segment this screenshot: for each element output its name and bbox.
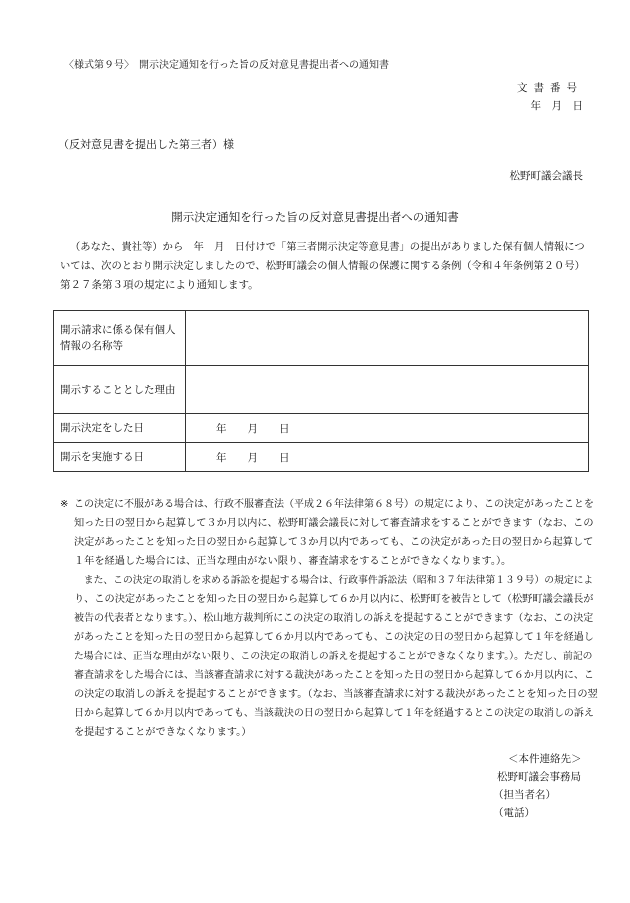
table-label-line: 開示決定をした日 <box>60 422 144 434</box>
notice-title: 開示決定通知を行った旨の反対意見書提出者への通知書 <box>171 210 459 224</box>
note-line: た場合には、正当な理由がない限り、この決定の取消しの訴えを提起することができなくなります。）。ただし、前記の <box>74 651 593 662</box>
table-label-cell <box>54 366 186 414</box>
table-label-line: 情報の名称等 <box>60 340 123 352</box>
table-row <box>54 414 589 443</box>
table-row <box>54 311 589 366</box>
note-mark: ※ <box>60 499 69 510</box>
addressee: （反対意見書を提出した第三者）様 <box>58 138 234 151</box>
sender: 松野町議会議長 <box>509 170 583 182</box>
contact-heading: ＜本件連絡先＞ <box>508 753 582 765</box>
intro-line: 第２７条第３項の規定により通知します。 <box>60 279 259 291</box>
note-line: 日から起算して６か月以内であっても、当該裁決の日の翌日から起算して１年を経過するとこの決定の取消しの訴え <box>74 708 594 719</box>
note-line: があったことを知った日の翌日から起算して６か月以内であっても、この決定の日の翌日から起算して１年を経過し <box>74 632 594 643</box>
contact-person: （担当者名） <box>493 789 556 801</box>
contact-phone: （電話） <box>493 807 535 819</box>
note-line: 知った日の翌日から起算して３か月以内に、松野町議会議長に対して審査請求をすることができます（なお、この <box>74 518 594 529</box>
note-line: 被告の代表者となります。）、松山地方裁判所にこの決定の取消しの訴えを提起することができます（なお、この決定 <box>74 613 594 624</box>
note-line: この決定に不服がある場合は、行政不服審査法（平成２６年法律第６８号）の規定により、この決定があったことを <box>74 499 594 510</box>
document-date: 年 月 日 <box>530 100 583 112</box>
note-line: の決定の取消しの訴えを提起することができます。（なお、当該審査請求に対する裁決があったことを知った日の翌 <box>74 689 598 700</box>
information-table <box>53 310 589 472</box>
note-line: り、この決定があったことを知った日の翌日から起算して６か月以内に、松野町を被告として（松野町議会議長が <box>74 594 594 605</box>
form-title: 〈様式第９号〉 開示決定通知を行った旨の反対意見書提出者への通知書 <box>64 60 389 71</box>
table-label-line: 開示を実施する日 <box>60 451 144 463</box>
intro-line: いては、次のとおり開示決定しましたので、松野町議会の個人情報の保護に関する条例（令和４年条例第２０号） <box>60 260 585 272</box>
contact-organization: 松野町議会事務局 <box>497 771 581 783</box>
table-label-cell <box>54 414 186 443</box>
intro-paragraph <box>60 238 588 295</box>
table-date-cell: 年 月 日 <box>186 443 589 472</box>
table-value-cell <box>186 311 589 366</box>
note-line: を提起することができなくなります。） <box>74 727 252 738</box>
document-number: 文書番号 <box>517 82 583 94</box>
table-label-line: 開示することとした理由 <box>60 383 176 396</box>
table-label-line: 開示請求に係る保有個人 <box>60 324 176 336</box>
table-label-cell <box>54 443 186 472</box>
note-line: また、この決定の取消しを求める訴訟を提起する場合は、行政事件訴訟法（昭和３７年法律第１３９号）の規定によ <box>74 575 594 586</box>
note-line: 決定があったことを知った日の翌日から起算して３か月以内であっても、この決定があった日の翌日から起算して <box>74 537 594 548</box>
intro-line: （あなた、貴社等）から 年 月 日付けで「第三者開示決定等意見書」の提出がありました保有個人情報につ <box>70 241 585 253</box>
table-date-cell: 年 月 日 <box>186 414 589 443</box>
note-line: 審査請求をした場合には、当該審査請求に対する裁決があったことを知った日の翌日から起算して６か月以内に、こ <box>74 670 594 681</box>
table-value-cell <box>186 366 589 414</box>
table-row <box>54 366 589 414</box>
table-label-cell <box>54 311 186 366</box>
note-line: １年を経過した場合には、正当な理由がない限り、審査請求をすることができなくなります。）。 <box>74 556 512 567</box>
notes-section <box>60 495 600 742</box>
table-row <box>54 443 589 472</box>
